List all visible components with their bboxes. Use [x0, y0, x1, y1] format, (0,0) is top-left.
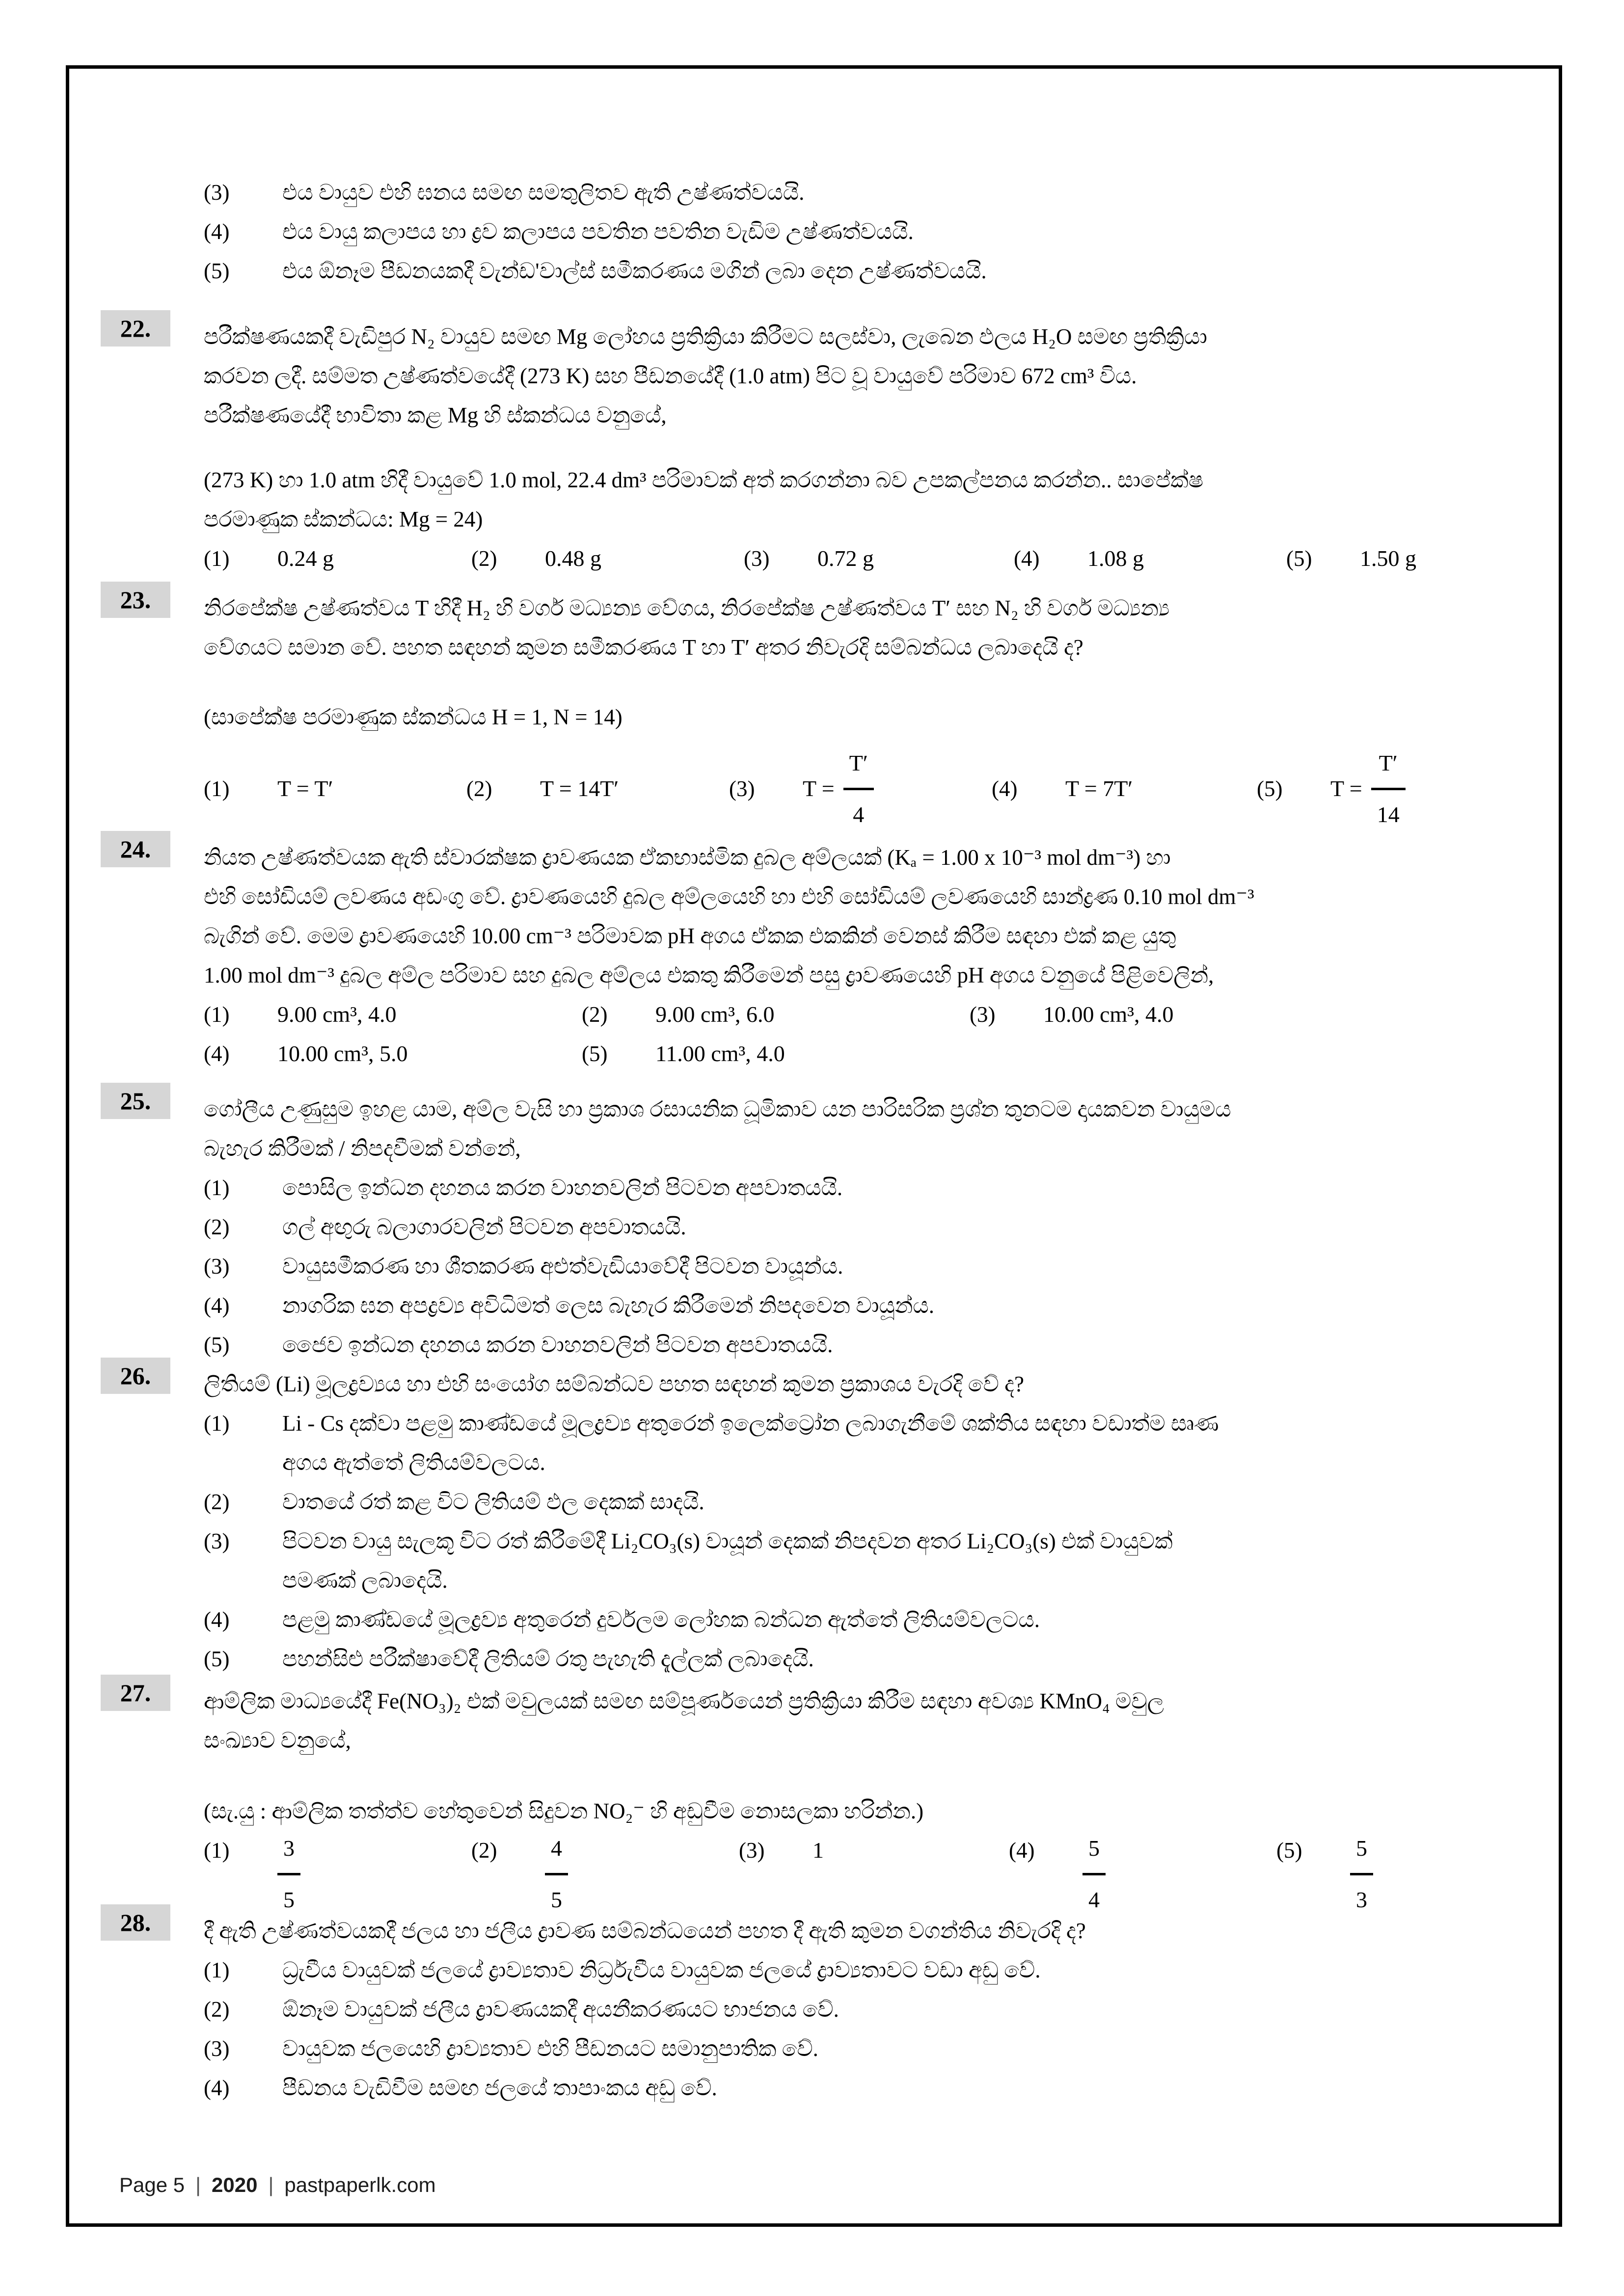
answer-option — [204, 995, 397, 1034]
fraction-denominator: 4 — [1088, 1887, 1100, 1912]
fraction-denominator: 5 — [551, 1887, 562, 1912]
footer-page-label: Page 5 — [119, 2173, 185, 2196]
fraction-bar — [1083, 1873, 1106, 1875]
fraction-bar — [277, 1873, 300, 1875]
question-number-badge: 25. — [101, 1083, 170, 1119]
answer-option — [992, 737, 1133, 841]
answer-option — [466, 737, 619, 841]
question-text-line: ගෝලීය උණුසුම ඉහළ යාම, අම්ල වැසි හා ප්‍රකාශ රසායනික ධූමිකාව යන පාරිසරික ප්‍රශ්න තුනටම දායකවන වායුමය — [204, 1097, 1231, 1121]
option-value: 9.00 cm³, 6.0 — [655, 1002, 775, 1027]
option-text: පමණක් ලබාදෙයි. — [282, 1568, 448, 1593]
answer-option — [1286, 539, 1416, 578]
fraction-numerator: 5 — [1088, 1836, 1100, 1861]
option-number: (2) — [471, 1838, 497, 1863]
footer-year: 2020 — [212, 2173, 258, 2196]
option-value: 0.24 g — [277, 546, 334, 571]
option-text: වායුවක ජලයෙහි ද්‍රාව්‍යතාව එහි පීඩනයට සමානුපාතික වේ. — [282, 2036, 818, 2061]
option-number: (5) — [1257, 776, 1283, 801]
option-equation-lead: T = — [1330, 776, 1362, 801]
answer-option — [204, 1600, 1519, 1639]
option-number: (4) — [204, 219, 230, 244]
answer-option — [744, 539, 874, 578]
fraction-bar — [1350, 1873, 1373, 1875]
option-number: (5) — [1286, 546, 1312, 571]
question-note-line: පරමාණුක ස්කන්ධය: Mg = 24) — [204, 507, 483, 532]
answer-option — [729, 737, 874, 841]
option-number: (3) — [204, 2036, 230, 2061]
fraction-bar — [1371, 788, 1406, 790]
option-value: 9.00 cm³, 4.0 — [277, 1002, 397, 1027]
fraction-numerator: T′ — [849, 750, 868, 775]
option-text: පොසිල ඉන්ධන දහනය කරන වාහනවලින් පිටවන අපවාතයයි. — [282, 1175, 843, 1200]
option-text: එය වායුව එහි ඝනය සමඟ සමතුලිතව ඇති උෂ්ණත්වයයි. — [282, 180, 805, 205]
answer-option — [204, 1639, 1519, 1679]
option-number: (2) — [582, 1002, 608, 1027]
option-number: (3) — [204, 1254, 230, 1279]
list-item — [204, 251, 1519, 291]
fraction-denominator: 3 — [1356, 1887, 1367, 1912]
option-number: (3) — [739, 1838, 765, 1863]
question-text-line: කරවන ලදී. සම්මත උෂ්ණත්වයේදී (273 K) සහ පීඩනයේදී (1.0 atm) පිට වූ වායුවේ පරිමාව 672 cm³ විය. — [204, 364, 1137, 388]
answer-option — [970, 995, 1174, 1034]
answer-option — [1009, 1831, 1106, 1918]
question-note-line: (273 K) හා 1.0 atm හිදී වායුවේ 1.0 mol, 22.4 dm³ පරිමාවක් අත් කරගන්නා බව උපකල්පනය කරන්න.. සාපේක්ෂ — [204, 468, 1204, 492]
answer-option — [1014, 539, 1144, 578]
fraction-numerator: 3 — [283, 1836, 295, 1861]
option-number: (3) — [204, 180, 230, 205]
question-number-badge: 27. — [101, 1675, 170, 1711]
option-text: Li - Cs දක්වා පළමු කාණ්ඩයේ මූලද්‍රව්‍ය අතුරෙන් ඉලෙක්ට්‍රෝන ලබාගැනීමේ ශක්තිය සඳහා වඩාත්ම සෘණ — [282, 1411, 1219, 1436]
option-number: (3) — [744, 546, 770, 571]
option-text: ධ්‍රැවීය වායුවක් ජලයේ ද්‍රාව්‍යතාව නිර්ධ්‍රැවීය වායුවක ජලයේ ද්‍රාව්‍යතාවට වඩා අඩු වේ. — [282, 1958, 1041, 1982]
option-text: පහන්සිළු පරීක්ෂාවේදී ලිතියම් රතු පැහැති දැල්ලක් ලබාදෙයි. — [282, 1647, 814, 1671]
answer-option — [204, 737, 333, 841]
option-number: (2) — [466, 776, 492, 801]
question-text-line: එහි සෝඩියම් ලවණය අඩංගු වේ. ද්‍රාවණයෙහි දුබල අම්ලයෙහි හා එහි සෝඩියම් ලවණයෙහි සාන්ද්‍රණ 0.10 mol dm⁻³ — [204, 884, 1254, 909]
fraction-numerator: 5 — [1356, 1836, 1367, 1861]
question-note-line: (සැ.යු : ආම්ලික තත්ත්ව හේතුවෙන් සිදුවන NO₂⁻ හි අඩුවීම නොසලකා හරින්න.) — [204, 1799, 924, 1823]
option-value: 0.48 g — [545, 546, 601, 571]
option-number: (1) — [204, 1175, 230, 1200]
fraction — [1350, 1831, 1373, 1918]
option-text: එය ඕනෑම පීඩනයකදී වැන්ඩ'වාල්ස් සමීකරණය මගින් ලබා දෙන උෂ්ණත්වයයි. — [282, 259, 987, 283]
options-row — [204, 1034, 1519, 1073]
question-number-badge: 28. — [101, 1904, 170, 1941]
option-text: වාතයේ රත් කළ විට ලිතියම් ඵල දෙකක් සාදයි. — [282, 1490, 704, 1514]
option-equation-lead: T = — [803, 776, 835, 801]
option-number: (1) — [204, 1002, 230, 1027]
question-text-line: වේගයට සමාන වේ. පහත සඳහන් කුමන සමීකරණය T හා T′ අතර නිවැරදි සම්බන්ධය ලබාදෙයි ද? — [204, 635, 1083, 660]
option-value: T = 7T′ — [1065, 776, 1133, 801]
option-number: (4) — [204, 1293, 230, 1318]
option-text: ඕනෑම වායුවක් ජලීය ද්‍රාවණයකදී අයනීකරණයට භාජනය වේ. — [282, 1997, 839, 2022]
answer-option — [204, 1950, 1519, 1990]
question-text-line: පරීක්ෂණයේදී භාවිතා කළ Mg හි ස්කන්ධය වනුයේ, — [204, 403, 667, 427]
answer-option-continuation — [204, 1561, 1519, 1600]
answer-option — [1257, 737, 1406, 841]
footer-site-link: pastpaperlk.com — [284, 2173, 436, 2196]
option-value: 1 — [812, 1838, 824, 1863]
footer-separator: | — [268, 2173, 274, 2196]
fraction — [545, 1831, 568, 1918]
option-number: (5) — [1276, 1838, 1302, 1863]
option-text: වායුසමීකරණ හා ශීතකරණ අළුත්වැඩියාවේදී පිටවන වායූන්ය. — [282, 1254, 843, 1279]
question-text-line: බැහැර කිරීමක් / නිපදවීමක් වන්නේ, — [204, 1136, 521, 1161]
option-text: පිටවන වායු සැලකූ විට රත් කිරීමේදී Li₂CO₃(s) වායූන් දෙකක් නිපදවන අතර Li₂CO₃(s) එක් වායුවක් — [282, 1529, 1173, 1553]
fraction-denominator: 5 — [283, 1887, 295, 1912]
question-text-line: බැගින් වේ. මෙම ද්‍රාවණයෙහි 10.00 cm⁻³ පරිමාවක pH අගය ඒකක එකකින් වෙනස් කිරීම සඳහා එක් කළ යුතු — [204, 924, 1176, 948]
option-number: (4) — [1014, 546, 1040, 571]
answer-option — [204, 1482, 1519, 1522]
fraction-bar — [843, 788, 874, 790]
option-value: 10.00 cm³, 5.0 — [277, 1041, 408, 1066]
option-number: (5) — [204, 1333, 230, 1357]
answer-option-continuation — [204, 1443, 1519, 1482]
fraction-numerator: 4 — [551, 1836, 562, 1861]
option-text: අගය ඇත්තේ ලිතියම්වලටය. — [282, 1450, 545, 1475]
option-text: ජෛව ඉන්ධන දහනය කරන වාහනවලින් පිටවන අපවාතයයි. — [282, 1333, 833, 1357]
fraction — [277, 1831, 300, 1918]
fraction-denominator: 4 — [853, 801, 865, 827]
option-text: පළමු කාණ්ඩයේ මූලද්‍රව්‍ය අතුරෙන් දුර්වලම ලෝහක බන්ධන ඇත්තේ ලිතියම්වලටය. — [282, 1607, 1040, 1632]
options-row — [204, 539, 1519, 578]
fraction-bar — [545, 1873, 568, 1875]
answer-option — [204, 2068, 1519, 2108]
option-value: T = T′ — [277, 776, 333, 801]
answer-option — [204, 1522, 1519, 1561]
question-number-badge: 22. — [101, 310, 170, 347]
option-text: ගල් අඟුරු බලාගාරවලින් පිටවන අපවාතයයි. — [282, 1215, 686, 1239]
answer-option — [582, 995, 775, 1034]
answer-option — [204, 1990, 1519, 2029]
answer-option — [204, 1404, 1519, 1443]
question-text-line: 1.00 mol dm⁻³ දුබල අම්ල පරිමාව සහ දුබල අම්ලය එකතු කිරීමෙන් පසු ද්‍රාවණයෙහි pH අගය වනුයේ පිළිවෙලින්, — [204, 963, 1214, 988]
option-number: (1) — [204, 1838, 230, 1863]
option-number: (4) — [204, 1607, 230, 1632]
option-number: (1) — [204, 1958, 230, 1982]
option-number: (3) — [970, 1002, 996, 1027]
option-value: 10.00 cm³, 4.0 — [1043, 1002, 1174, 1027]
question-note-line: (සාපේක්ෂ පරමාණුක ස්කන්ධය H = 1, N = 14) — [204, 705, 623, 729]
question-number-badge: 23. — [101, 582, 170, 618]
question-number-badge: 24. — [101, 831, 170, 867]
option-number: (2) — [204, 1215, 230, 1239]
option-number: (5) — [582, 1041, 608, 1066]
answer-option — [1276, 1831, 1373, 1918]
option-number: (2) — [204, 1997, 230, 2022]
answer-option — [204, 1168, 1519, 1207]
options-row — [204, 737, 1519, 841]
option-value: 0.72 g — [817, 546, 874, 571]
options-row — [204, 995, 1519, 1034]
answer-option — [204, 539, 334, 578]
answer-option — [739, 1831, 824, 1870]
option-number: (4) — [204, 1041, 230, 1066]
footer-separator: | — [195, 2173, 201, 2196]
answer-option — [204, 1034, 408, 1073]
question-text-line: නිරපේක්ෂ උෂ්ණත්වය T හිදී H₂ හි වර්ග මධ්‍යන්‍ය වේගය, නිරපේක්ෂ උෂ්ණත්වය T′ සහ N₂ හි වර්ග මධ්‍යන්‍ය — [204, 596, 1170, 620]
option-number: (4) — [204, 2076, 230, 2100]
option-number: (1) — [204, 776, 230, 801]
list-item — [204, 212, 1519, 251]
option-number: (5) — [204, 259, 230, 283]
option-text: එය වායු කලාපය හා ද්‍රව කලාපය පවතින පවතින වැඩිම උෂ්ණත්වයයි. — [282, 219, 914, 244]
question-text-line: දී ඇති උෂ්ණත්වයකදී ජලය හා ජලීය ද්‍රාවණ සම්බන්ධයෙන් පහත දී ඇති කුමන වගන්තිය නිවැරදි ද? — [204, 1919, 1086, 1943]
option-number: (3) — [729, 776, 755, 801]
option-number: (1) — [204, 1411, 230, 1436]
answer-option — [204, 1286, 1519, 1325]
option-number: (3) — [204, 1529, 230, 1553]
fraction — [1083, 1831, 1106, 1918]
option-value: T = 14T′ — [540, 776, 619, 801]
option-number: (4) — [1009, 1838, 1035, 1863]
option-number: (5) — [204, 1647, 230, 1671]
option-value: 1.08 g — [1087, 546, 1144, 571]
answer-option — [471, 539, 601, 578]
option-number: (1) — [204, 546, 230, 571]
question-text-line: ආම්ලික මාධ්‍යයේදී Fe(NO₃)₂ එක් මවුලයක් සමඟ සම්පූර්ණයෙන් ප්‍රතික්‍රියා කිරීම සඳහා අවශ්‍ය KMnO₄ මවුල — [204, 1689, 1164, 1713]
question-text-line: සංඛ්‍යාව වනුයේ, — [204, 1728, 351, 1753]
question-text-line: ලිතියම් (Li) මූලද්‍රව්‍යය හා එහි සංයෝග සම්බන්ධව පහත සඳහන් කුමන ප්‍රකාශය වැරදි වේ ද? — [204, 1372, 1025, 1396]
question-text-line: පරීක්ෂණයකදී වැඩිපුර N₂ වායුව සමඟ Mg ලෝහය ප්‍රතික්‍රියා කිරීමට සලස්වා, ලැබෙන ඵලය H₂O සමඟ ප්‍රතික්‍රියා — [204, 324, 1208, 349]
answer-option — [204, 1207, 1519, 1247]
answer-option — [204, 1831, 300, 1918]
answer-option — [582, 1034, 785, 1073]
option-number: (4) — [992, 776, 1018, 801]
answer-option — [204, 1325, 1519, 1364]
fraction — [1371, 746, 1406, 832]
answer-option — [471, 1831, 568, 1918]
fraction-denominator: 14 — [1377, 801, 1400, 827]
option-number: (2) — [204, 1490, 230, 1514]
option-value: 11.00 cm³, 4.0 — [655, 1041, 785, 1066]
option-value: 1.50 g — [1360, 546, 1416, 571]
list-item — [204, 173, 1519, 212]
fraction-numerator: T′ — [1379, 750, 1398, 775]
option-text: පීඩනය වැඩිවීම සමඟ ජලයේ තාපාංකය අඩු වේ. — [282, 2076, 717, 2100]
option-text: නාගරික ඝන අපද්‍රව්‍ය අවිධිමත් ලෙස බැහැර කිරීමෙන් නිපදවෙන වායූන්ය. — [282, 1293, 934, 1318]
fraction — [843, 746, 874, 832]
question-number-badge: 26. — [101, 1358, 170, 1394]
question-text-line: නියත උෂ්ණත්වයක ඇති ස්වාරක්ෂක ද්‍රාවණයක ඒකභාස්මික දුබල අම්ලයක් (Kₐ = 1.00 x 10⁻³ mol dm⁻³) හා — [204, 845, 1171, 870]
option-number: (2) — [471, 546, 497, 571]
answer-option — [204, 2029, 1519, 2068]
answer-option — [204, 1247, 1519, 1286]
page-footer — [119, 2173, 436, 2197]
